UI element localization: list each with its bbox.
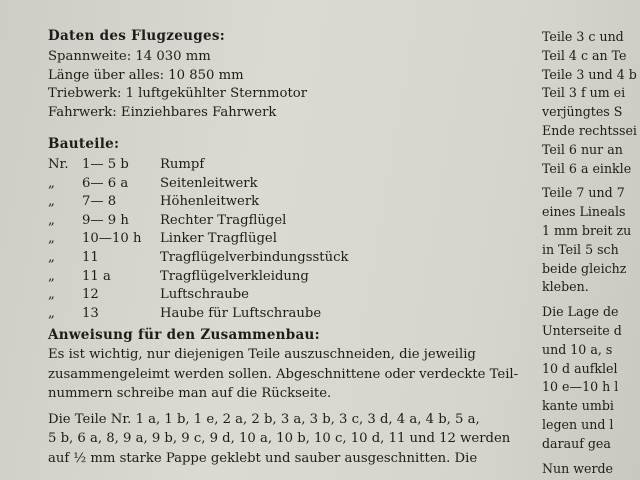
part-number: 11 a <box>82 268 111 284</box>
right-column-line: darauf gea <box>542 435 611 451</box>
part-name: Rumpf <box>160 157 205 172</box>
part-name: Tragflügelverbindungsstück <box>160 249 349 265</box>
anweisung-heading: Anweisung für den Zusammenbau: <box>48 327 320 344</box>
part-prefix: Nr. <box>48 157 69 172</box>
right-column-line: kante umbi <box>542 398 614 414</box>
right-column-line: und 10 a, s <box>542 341 613 357</box>
part-prefix: „ <box>48 175 55 191</box>
part-number: 10—10 h <box>82 231 142 247</box>
right-column-line: Teil 3 f um ei <box>542 85 626 101</box>
right-column-line: kleben. <box>542 279 589 295</box>
part-number: 12 <box>82 287 99 303</box>
part-name: Haube für Luftschraube <box>160 305 322 321</box>
spec-block <box>48 48 518 122</box>
spec-line: Triebwerk: 1 luftgekühlter Sternmotor <box>48 86 308 101</box>
part-row <box>48 193 518 212</box>
right-column-line: legen und l <box>542 416 614 432</box>
part-row <box>48 230 518 249</box>
right-column-line: verjüngtes S <box>542 104 623 120</box>
part-number: 9— 9 h <box>82 212 129 228</box>
part-row <box>48 249 518 268</box>
part-prefix: „ <box>48 268 55 284</box>
spec-line: Spannweite: 14 030 mm <box>48 49 211 64</box>
right-column-line: Teil 4 c an Te <box>542 47 627 63</box>
bauteile-heading: Bauteile: <box>48 136 120 152</box>
part-name: Tragflügelverkleidung <box>160 268 309 284</box>
right-column-line: 10 d aufklel <box>542 360 618 376</box>
part-row <box>48 286 518 305</box>
right-column-line: Teil 6 nur an <box>542 141 623 157</box>
left-column <box>48 28 518 468</box>
right-column <box>542 28 640 478</box>
part-name: Höhenleitwerk <box>160 194 260 210</box>
part-prefix: „ <box>48 231 55 247</box>
right-column-line: Die Lage de <box>542 304 619 320</box>
right-column-line: 10 e—10 h l <box>542 379 619 395</box>
part-name: Seitenleitwerk <box>160 175 258 191</box>
part-row <box>48 212 518 231</box>
right-column-line: Teile 7 und 7 <box>542 185 625 201</box>
part-number: 11 <box>82 249 99 265</box>
right-column-line: eines Lineals <box>542 204 626 220</box>
part-prefix: „ <box>48 249 55 265</box>
part-row <box>48 305 518 324</box>
right-column-line: in Teil 5 sch <box>542 241 619 257</box>
part-row <box>48 175 518 194</box>
spec-line: Länge über alles: 10 850 mm <box>48 67 244 83</box>
paragraph-line: zusammengeleimt werden sollen. Abgeschnittene oder verdeckte Teil- <box>48 366 519 382</box>
right-column-line: Teile 3 c und <box>542 29 624 44</box>
part-number: 1— 5 b <box>82 157 129 172</box>
part-row <box>48 156 518 175</box>
right-column-line: Nun werde <box>542 460 614 476</box>
paragraph-line: Die Teile Nr. 1 a, 1 b, 1 e, 2 a, 2 b, 3 a, 3 b, 3 c, 3 d, 4 a, 4 b, 5 a, <box>48 411 480 427</box>
part-number: 6— 6 a <box>82 175 129 191</box>
part-prefix: „ <box>48 305 55 321</box>
paragraph-line: nummern schreibe man auf die Rückseite. <box>48 386 332 402</box>
right-column-line: Teil 6 a einkle <box>542 160 632 176</box>
part-number: 7— 8 <box>82 194 117 210</box>
paragraph-line: 5 b, 6 a, 8, 9 a, 9 b, 9 c, 9 d, 10 a, 10 b, 10 c, 10 d, 11 und 12 werden <box>48 431 511 447</box>
anweisung-paragraph <box>48 410 518 469</box>
right-column-line: Unterseite d <box>542 322 622 338</box>
part-prefix: „ <box>48 287 55 303</box>
right-column-line: Ende rechtssei <box>542 122 637 138</box>
part-name: Luftschraube <box>160 287 249 303</box>
spec-heading: Daten des Flugzeuges: <box>48 28 226 44</box>
parts-list <box>48 156 518 323</box>
part-number: 13 <box>82 305 99 321</box>
part-name: Linker Tragflügel <box>160 231 277 247</box>
right-column-line: 1 mm breit zu <box>542 222 632 238</box>
part-name: Rechter Tragflügel <box>160 212 287 228</box>
anweisung-paragraph <box>48 345 518 404</box>
part-prefix: „ <box>48 212 55 228</box>
part-row <box>48 268 518 287</box>
paragraph-line: Es ist wichtig, nur diejenigen Teile auszuschneiden, die jeweilig <box>48 347 476 363</box>
right-column-line: beide gleichz <box>542 260 627 276</box>
right-column-line: Teile 3 und 4 b <box>542 66 637 82</box>
part-prefix: „ <box>48 194 55 210</box>
paragraph-line: auf ½ mm starke Pappe geklebt und sauber ausgeschnitten. Die <box>48 450 478 466</box>
spec-line: Fahrwerk: Einziehbares Fahrwerk <box>48 104 277 120</box>
